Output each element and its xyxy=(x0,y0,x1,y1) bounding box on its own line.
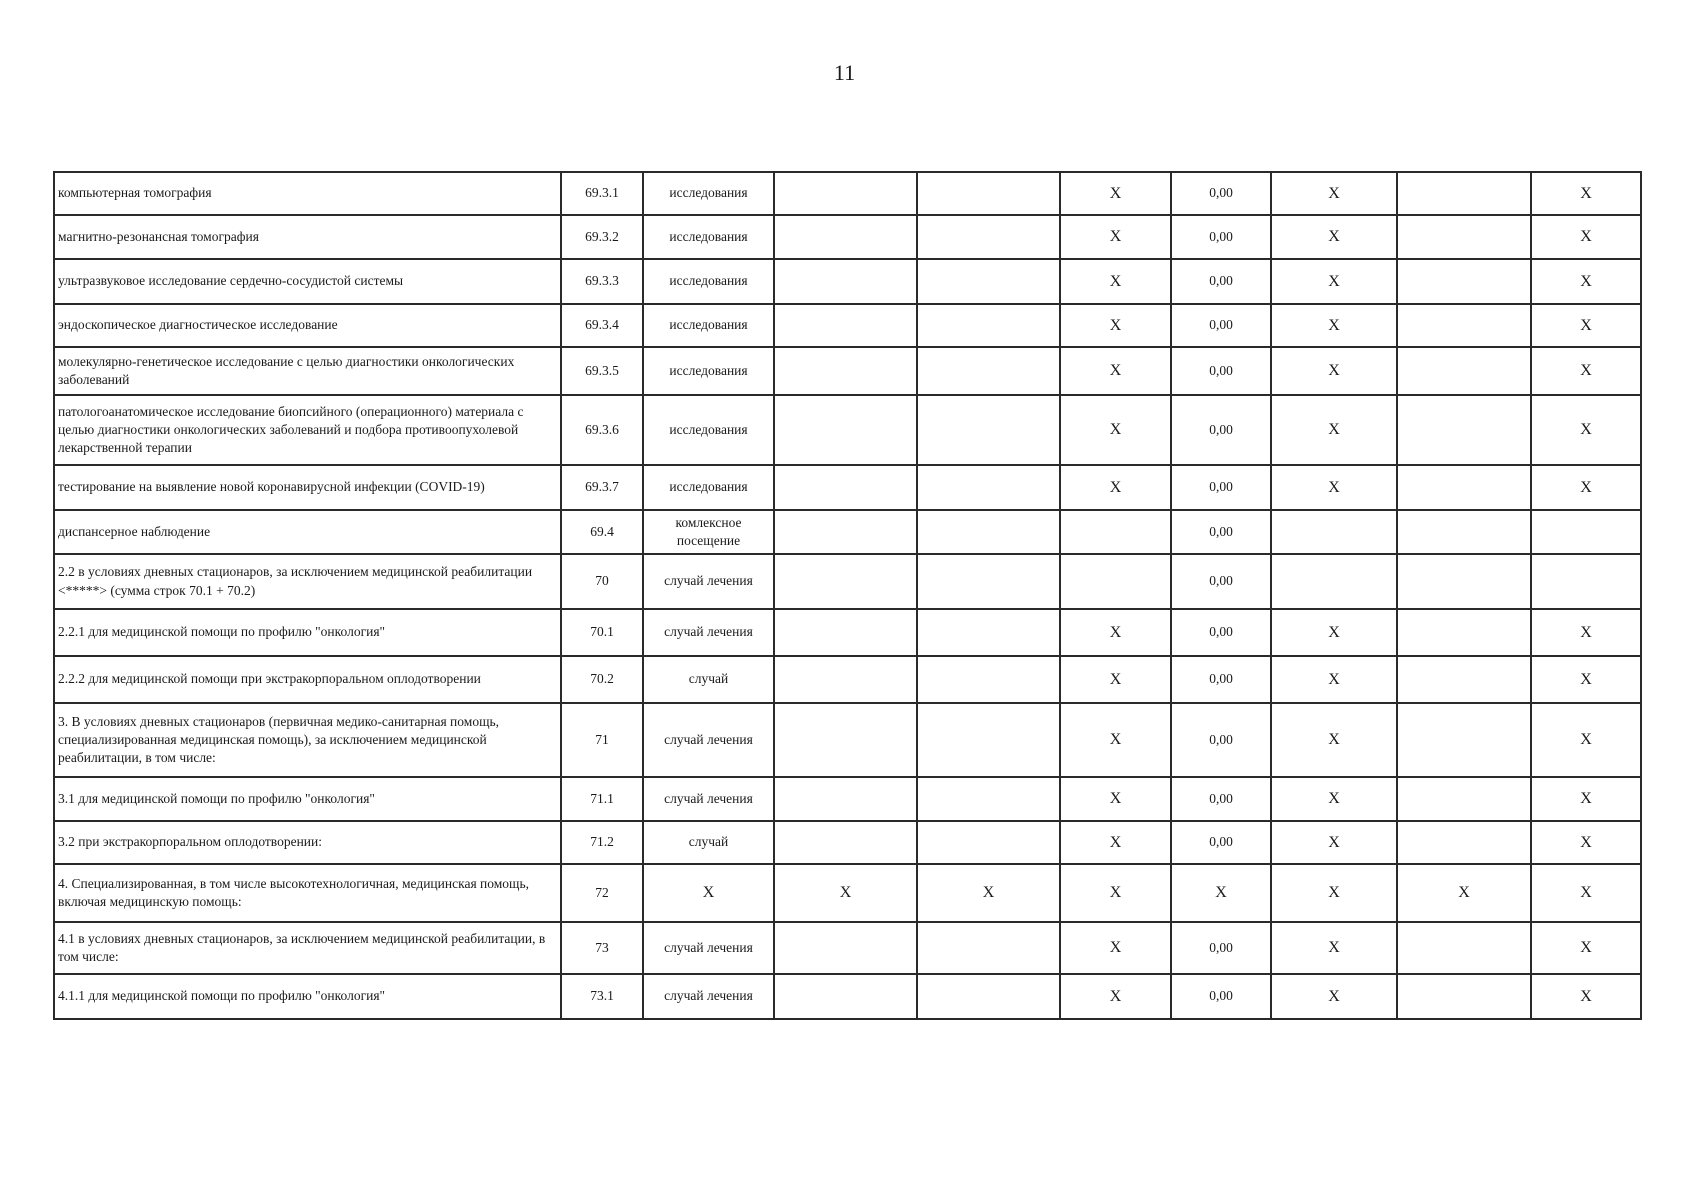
row-col7: 0,00 xyxy=(1171,172,1271,215)
row-col8: X xyxy=(1271,974,1397,1019)
row-col9 xyxy=(1397,656,1531,703)
row-col9 xyxy=(1397,172,1531,215)
row-col5 xyxy=(917,347,1060,395)
row-col6: X xyxy=(1060,395,1171,465)
row-col10: X xyxy=(1531,609,1641,656)
row-name: диспансерное наблюдение xyxy=(54,510,561,554)
row-col5 xyxy=(917,656,1060,703)
table-row xyxy=(54,510,1641,554)
row-unit: исследования xyxy=(643,304,774,347)
row-col10: X xyxy=(1531,304,1641,347)
row-col6: X xyxy=(1060,259,1171,304)
row-col6: X xyxy=(1060,656,1171,703)
row-col7: 0,00 xyxy=(1171,821,1271,864)
row-code: 71.1 xyxy=(561,777,643,821)
page-number: 11 xyxy=(833,60,856,85)
row-col5: X xyxy=(917,864,1060,922)
row-code: 70.2 xyxy=(561,656,643,703)
row-code: 69.3.7 xyxy=(561,465,643,510)
row-unit: исследования xyxy=(643,215,774,259)
row-col7: 0,00 xyxy=(1171,465,1271,510)
row-col5 xyxy=(917,703,1060,777)
row-name: 3. В условиях дневных стационаров (первичная медико-санитарная помощь, специализированная медицинская помощь), за исключением медицинской реабилитации, в том числе: xyxy=(54,703,561,777)
row-name: 2.2 в условиях дневных стационаров, за исключением медицинской реабилитации <*****> (сумма строк 70.1 + 70.2) xyxy=(54,554,561,609)
row-name: 4.1.1 для медицинской помощи по профилю "онкология" xyxy=(54,974,561,1019)
table-row xyxy=(54,922,1641,974)
row-col4 xyxy=(774,922,917,974)
row-col5 xyxy=(917,609,1060,656)
row-col6: X xyxy=(1060,703,1171,777)
row-col6: X xyxy=(1060,172,1171,215)
row-code: 73.1 xyxy=(561,974,643,1019)
row-col10: X xyxy=(1531,395,1641,465)
row-col6: X xyxy=(1060,609,1171,656)
row-col6: X xyxy=(1060,974,1171,1019)
row-code: 69.3.3 xyxy=(561,259,643,304)
row-col10: X xyxy=(1531,347,1641,395)
row-col7: 0,00 xyxy=(1171,974,1271,1019)
row-col10: X xyxy=(1531,864,1641,922)
row-name: ультразвуковое исследование сердечно-сосудистой системы xyxy=(54,259,561,304)
row-col8: X xyxy=(1271,609,1397,656)
row-unit: случай лечения xyxy=(643,922,774,974)
row-col5 xyxy=(917,259,1060,304)
row-col5 xyxy=(917,215,1060,259)
row-name: тестирование на выявление новой коронавирусной инфекции (COVID-19) xyxy=(54,465,561,510)
row-col8: X xyxy=(1271,259,1397,304)
row-col8: X xyxy=(1271,395,1397,465)
row-col6: X xyxy=(1060,465,1171,510)
row-code: 70 xyxy=(561,554,643,609)
row-col9 xyxy=(1397,821,1531,864)
row-col9: X xyxy=(1397,864,1531,922)
row-col4 xyxy=(774,172,917,215)
row-col10: X xyxy=(1531,974,1641,1019)
row-col4 xyxy=(774,259,917,304)
row-col5 xyxy=(917,974,1060,1019)
row-col8: X xyxy=(1271,215,1397,259)
row-col5 xyxy=(917,554,1060,609)
row-col9 xyxy=(1397,395,1531,465)
row-col10: X xyxy=(1531,821,1641,864)
row-col4 xyxy=(774,465,917,510)
row-col6 xyxy=(1060,554,1171,609)
row-unit: случай лечения xyxy=(643,974,774,1019)
row-col6: X xyxy=(1060,821,1171,864)
row-col4 xyxy=(774,395,917,465)
row-col9 xyxy=(1397,347,1531,395)
table-row xyxy=(54,215,1641,259)
row-unit: исследования xyxy=(643,172,774,215)
row-col10 xyxy=(1531,554,1641,609)
row-name: 3.1 для медицинской помощи по профилю "онкология" xyxy=(54,777,561,821)
table-row xyxy=(54,172,1641,215)
row-col10 xyxy=(1531,510,1641,554)
row-col8: X xyxy=(1271,347,1397,395)
row-name: патологоанатомическое исследование биопсийного (операционного) материала с целью диагностики онкологических заболеваний и подбора противоопухолевой лекарственной терапии xyxy=(54,395,561,465)
row-unit: случай xyxy=(643,821,774,864)
row-col10: X xyxy=(1531,922,1641,974)
row-col7: X xyxy=(1171,864,1271,922)
row-col6: X xyxy=(1060,777,1171,821)
row-col9 xyxy=(1397,259,1531,304)
table-row xyxy=(54,821,1641,864)
row-code: 73 xyxy=(561,922,643,974)
row-name: магнитно-резонансная томография xyxy=(54,215,561,259)
row-col7: 0,00 xyxy=(1171,395,1271,465)
row-code: 70.1 xyxy=(561,609,643,656)
row-name: молекулярно-генетическое исследование с целью диагностики онкологических заболеваний xyxy=(54,347,561,395)
row-col9 xyxy=(1397,510,1531,554)
row-col7: 0,00 xyxy=(1171,215,1271,259)
row-col4 xyxy=(774,304,917,347)
table-row xyxy=(54,974,1641,1019)
row-col8: X xyxy=(1271,777,1397,821)
row-col5 xyxy=(917,304,1060,347)
row-col4 xyxy=(774,510,917,554)
row-col10: X xyxy=(1531,703,1641,777)
table-row xyxy=(54,554,1641,609)
table-row xyxy=(54,656,1641,703)
row-col10: X xyxy=(1531,172,1641,215)
row-col7: 0,00 xyxy=(1171,259,1271,304)
row-code: 69.3.1 xyxy=(561,172,643,215)
row-code: 69.3.2 xyxy=(561,215,643,259)
row-col6 xyxy=(1060,510,1171,554)
row-unit: случай лечения xyxy=(643,777,774,821)
row-name: эндоскопическое диагностическое исследование xyxy=(54,304,561,347)
row-name: 4.1 в условиях дневных стационаров, за исключением медицинской реабилитации, в том числе: xyxy=(54,922,561,974)
row-col7: 0,00 xyxy=(1171,656,1271,703)
row-col4 xyxy=(774,821,917,864)
row-col6: X xyxy=(1060,215,1171,259)
row-col7: 0,00 xyxy=(1171,703,1271,777)
row-col7: 0,00 xyxy=(1171,304,1271,347)
row-col10: X xyxy=(1531,259,1641,304)
table-row xyxy=(54,395,1641,465)
row-name: 2.2.1 для медицинской помощи по профилю "онкология" xyxy=(54,609,561,656)
row-unit: комлексное посещение xyxy=(643,510,774,554)
row-col10: X xyxy=(1531,777,1641,821)
row-col8 xyxy=(1271,554,1397,609)
row-col5 xyxy=(917,922,1060,974)
table-row xyxy=(54,703,1641,777)
row-col5 xyxy=(917,395,1060,465)
row-col10: X xyxy=(1531,656,1641,703)
row-col6: X xyxy=(1060,304,1171,347)
row-code: 72 xyxy=(561,864,643,922)
table-body xyxy=(54,172,1641,1019)
row-col5 xyxy=(917,172,1060,215)
row-col5 xyxy=(917,465,1060,510)
row-col7: 0,00 xyxy=(1171,347,1271,395)
row-col7: 0,00 xyxy=(1171,554,1271,609)
row-col4 xyxy=(774,347,917,395)
row-code: 69.4 xyxy=(561,510,643,554)
row-unit: исследования xyxy=(643,395,774,465)
row-unit: исследования xyxy=(643,465,774,510)
row-col6: X xyxy=(1060,347,1171,395)
row-col5 xyxy=(917,510,1060,554)
row-col9 xyxy=(1397,465,1531,510)
row-unit: исследования xyxy=(643,347,774,395)
row-col6: X xyxy=(1060,864,1171,922)
row-name: 3.2 при экстракорпоральном оплодотворении: xyxy=(54,821,561,864)
row-col9 xyxy=(1397,974,1531,1019)
row-unit: X xyxy=(643,864,774,922)
row-col8: X xyxy=(1271,922,1397,974)
row-name: 2.2.2 для медицинской помощи при экстракорпоральном оплодотворении xyxy=(54,656,561,703)
row-col7: 0,00 xyxy=(1171,510,1271,554)
row-unit: случай xyxy=(643,656,774,703)
row-col10: X xyxy=(1531,465,1641,510)
row-col7: 0,00 xyxy=(1171,777,1271,821)
data-table xyxy=(53,171,1642,1020)
row-col8: X xyxy=(1271,172,1397,215)
row-code: 71 xyxy=(561,703,643,777)
row-col8 xyxy=(1271,510,1397,554)
table-row xyxy=(54,259,1641,304)
row-col4 xyxy=(774,974,917,1019)
row-col9 xyxy=(1397,304,1531,347)
row-col9 xyxy=(1397,922,1531,974)
row-col8: X xyxy=(1271,465,1397,510)
row-col4 xyxy=(774,609,917,656)
table-row xyxy=(54,864,1641,922)
row-col8: X xyxy=(1271,703,1397,777)
row-col4 xyxy=(774,656,917,703)
row-col8: X xyxy=(1271,304,1397,347)
row-unit: случай лечения xyxy=(643,554,774,609)
row-col4 xyxy=(774,777,917,821)
row-col7: 0,00 xyxy=(1171,922,1271,974)
row-name: компьютерная томография xyxy=(54,172,561,215)
table-row xyxy=(54,609,1641,656)
row-unit: случай лечения xyxy=(643,609,774,656)
row-col9 xyxy=(1397,215,1531,259)
row-col4: X xyxy=(774,864,917,922)
row-unit: исследования xyxy=(643,259,774,304)
table-row xyxy=(54,347,1641,395)
row-col9 xyxy=(1397,777,1531,821)
row-unit: случай лечения xyxy=(643,703,774,777)
row-col5 xyxy=(917,821,1060,864)
table-row xyxy=(54,777,1641,821)
row-col8: X xyxy=(1271,821,1397,864)
row-code: 69.3.6 xyxy=(561,395,643,465)
row-code: 71.2 xyxy=(561,821,643,864)
row-col9 xyxy=(1397,609,1531,656)
row-col8: X xyxy=(1271,656,1397,703)
row-code: 69.3.4 xyxy=(561,304,643,347)
row-col6: X xyxy=(1060,922,1171,974)
row-col10: X xyxy=(1531,215,1641,259)
row-col5 xyxy=(917,777,1060,821)
row-col4 xyxy=(774,215,917,259)
row-col9 xyxy=(1397,554,1531,609)
row-code: 69.3.5 xyxy=(561,347,643,395)
row-col9 xyxy=(1397,703,1531,777)
row-col7: 0,00 xyxy=(1171,609,1271,656)
table-row xyxy=(54,304,1641,347)
row-col8: X xyxy=(1271,864,1397,922)
row-name: 4. Специализированная, в том числе высокотехнологичная, медицинская помощь, включая медицинскую помощь: xyxy=(54,864,561,922)
table-row xyxy=(54,465,1641,510)
row-col4 xyxy=(774,703,917,777)
row-col4 xyxy=(774,554,917,609)
